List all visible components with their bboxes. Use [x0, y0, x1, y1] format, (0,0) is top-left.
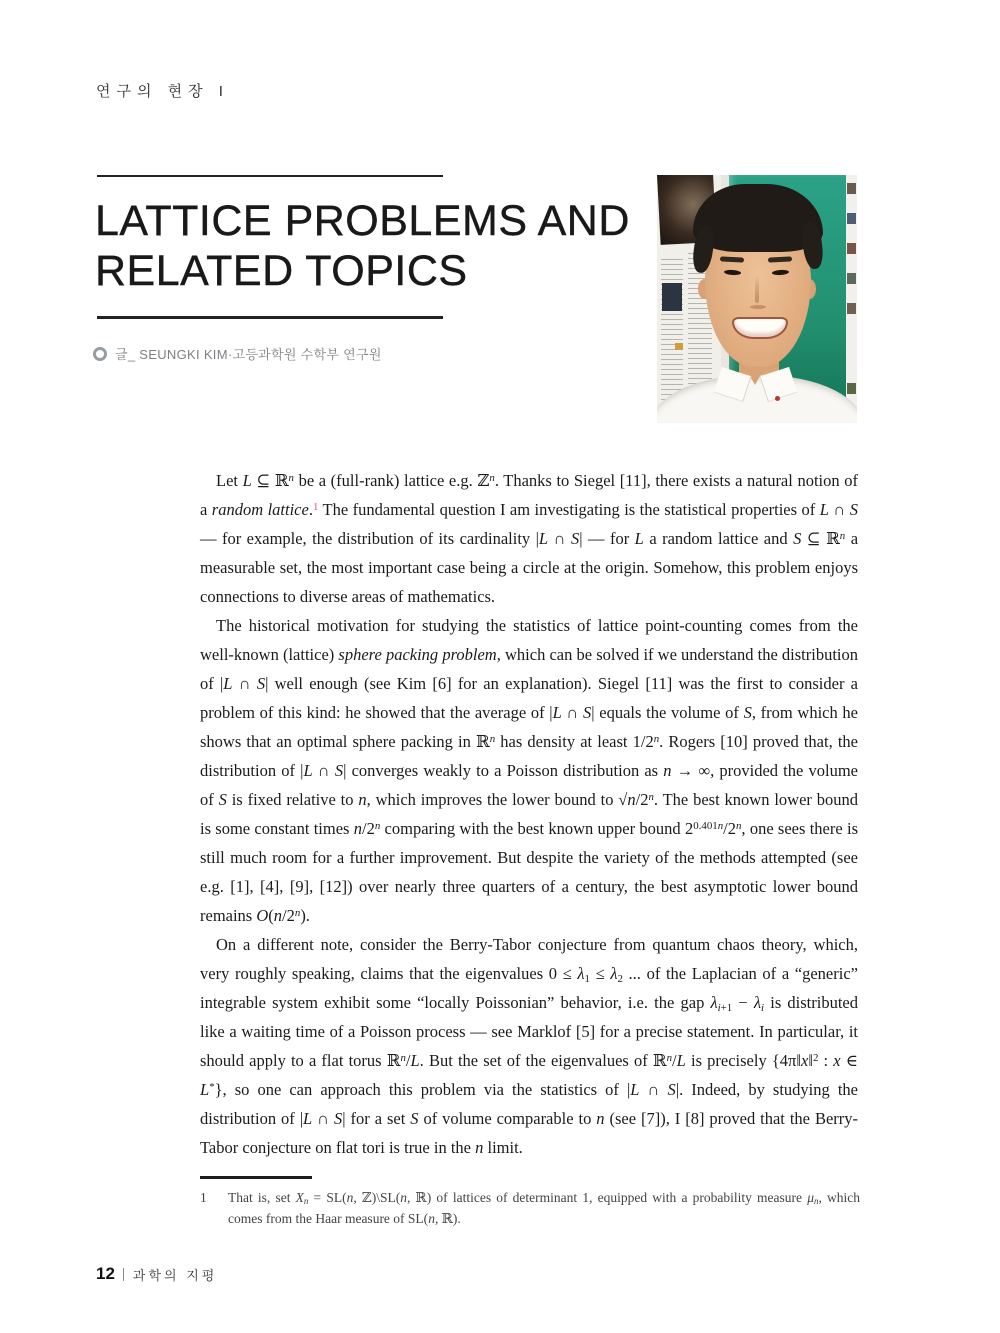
page-footer [96, 1264, 217, 1284]
footnote-row [200, 1187, 860, 1229]
paragraph-2: The historical motivation for studying the statistics of lattice point-counting comes from the well-known (lattice) sphere packing problem, which can be solved if we understand the distribution of |L ∩ S| well enough (see Kim [6] for an explanation). Siegel [11] was the first to consider a problem of this kind: he showed that the average of |L ∩ S| equals the volume of S, from which he shows that an optimal sphere packing in ℝ$^n$ has density at least 1/2$^n$. Rogers [10] proved that, the distribution of |L ∩ S| converges weakly to a Poisson distribution as n → ∞, provided the volume of S is fixed relative to n, which improves the lower bound to √n/2$^n$. The best known lower bound is some constant times n/2$^n$ comparing with the best known upper bound $2^{0.401n}/2^n$, one sees there is still much room for a further improvement. But despite the variety of the methods attempted (see e.g. [1], [4], [9], [12]) over nearly three quarters of a century, the best asymptotic lower bound remains O(n/2$^n$). [200, 616, 859, 925]
person-eye [772, 269, 789, 275]
section-kicker: 연구의 현장 I [96, 83, 229, 100]
byline [93, 344, 382, 363]
journal-name: 과학의 지평 [132, 1267, 218, 1283]
footer-divider [123, 1268, 124, 1281]
photo-person [657, 175, 857, 423]
person-collar-button [775, 396, 780, 401]
title-line-2: RELATED TOPICS [95, 247, 468, 295]
person-eyebrow [768, 256, 792, 262]
person-smile [732, 317, 788, 339]
ring-icon [93, 347, 107, 361]
author-photo [657, 175, 857, 423]
person-eye [724, 269, 741, 275]
page-number: 12 [96, 1264, 115, 1283]
title-line-1: LATTICE PROBLEMS AND [95, 197, 630, 245]
title-rule-top [97, 175, 443, 177]
footnote-number: 1 [200, 1190, 207, 1205]
paragraph-1: Let L ⊆ ℝ$^n$ be a (full-rank) lattice e.g. ℤ$^n$. Thanks to Siegel [11], there exists a natural notion of a random lattice.$^1$ The fundamental question I am investigating is the statistical properties of L ∩ S — for example, the distribution of its cardinality |L ∩ S| — for L a random lattice and S ⊆ ℝ$^n$ a measurable set, the most important case being a circle at the origin. Somehow, this problem enjoys connections to diverse areas of mathematics. [200, 471, 859, 606]
footnote-rule [200, 1176, 312, 1179]
article-title [95, 196, 630, 296]
person-shirt [657, 375, 857, 423]
byline-text: 글_ SEUNGKI KIM·고등과학원 수학부 연구원 [115, 347, 382, 362]
person-eyebrow [720, 256, 744, 262]
footnote-text: That is, set $X_n = SL(n$, ℤ)\SL(n, ℝ) of lattices of determinant 1, equipped with a probability measure $\mu_n$, which comes from the Haar measure of SL(n, ℝ). [228, 1190, 860, 1226]
article-body [200, 466, 858, 1162]
person-nostril [750, 305, 766, 309]
paragraph-3: On a different note, consider the Berry-Tabor conjecture from quantum chaos theory, which, very roughly speaking, claims that the eigenvalues $0 \le \lambda_1 \le \lambda_2$ ... of the Laplacian of a “generic” integrable system exhibit some “locally Poissonian” behavior, i.e. the gap $\lambda_{i+1} - \lambda_i$ is distributed like a waiting time of a Poisson process — see Marklof [5] for a precise statement. In particular, it should apply to a flat torus ℝ$^n$/L. But the set of the eigenvalues of ℝ$^n$/L is precisely {4π‖x‖$^2$ : x ∈ L*}, so one can approach this problem via the statistics of |L ∩ S|. Indeed, by studying the distribution of |L ∩ S| for a set S of volume comparable to n (see [7]), I [8] proved that the Berry-Tabor conjecture on flat tori is true in the n limit. [200, 935, 859, 1157]
title-rule-bottom [97, 316, 443, 319]
footnote [200, 1176, 860, 1229]
person-nose [755, 275, 759, 303]
